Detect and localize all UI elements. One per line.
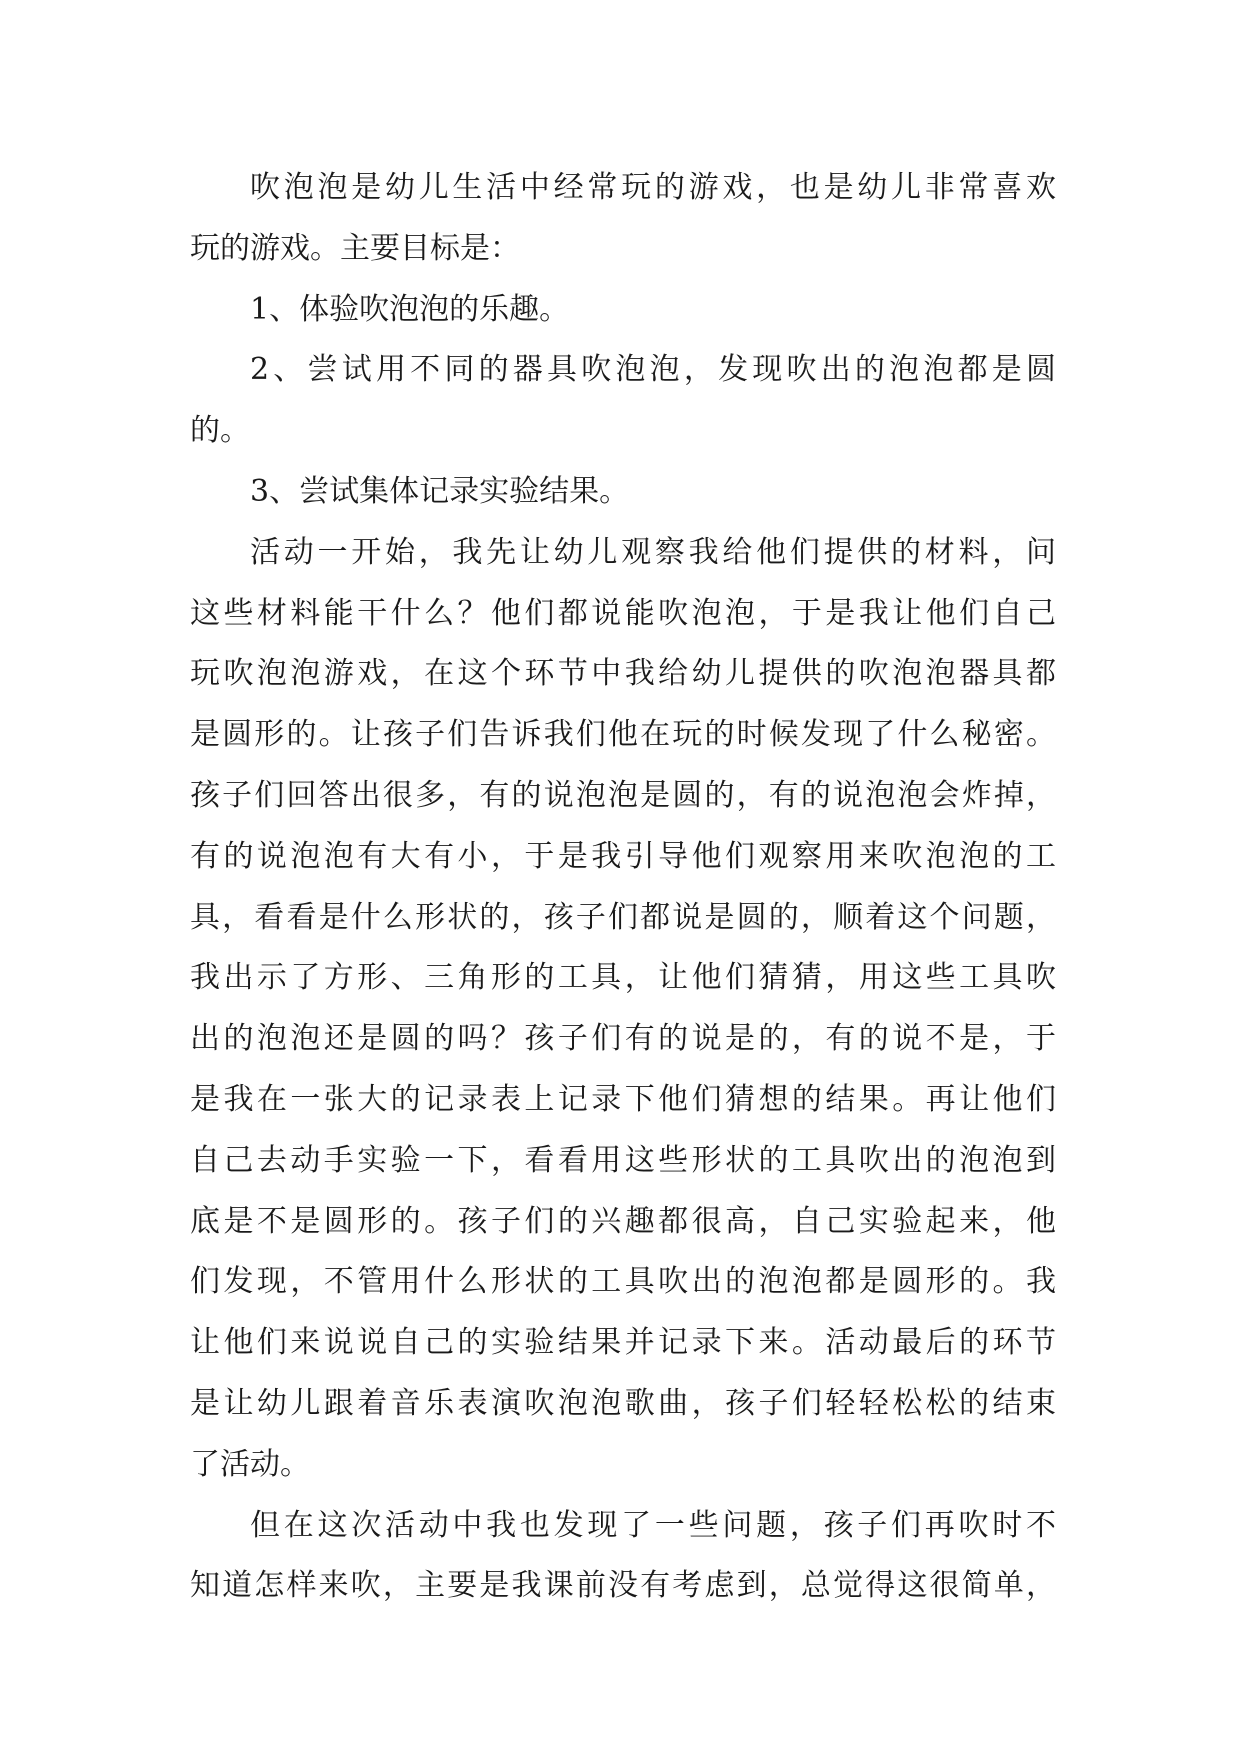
text-line: 活动一开始，我先让幼儿观察我给他们提供的材料，问 xyxy=(250,534,1056,570)
text-line: 2、尝试用不同的器具吹泡泡，发现吹出的泡泡都是圆 xyxy=(250,352,1056,388)
text-line: 这些材料能干什么？他们都说能吹泡泡，于是我让他们自己 xyxy=(190,595,1056,631)
text-line: 出的泡泡还是圆的吗？孩子们有的说是的，有的说不是，于 xyxy=(190,1021,1056,1057)
text-line: 具，看看是什么形状的，孩子们都说是圆的，顺着这个问题， xyxy=(190,899,1056,935)
text-line: 是让幼儿跟着音乐表演吹泡泡歌曲，孩子们轻轻松松的结束 xyxy=(190,1385,1056,1421)
text-line: 1、体验吹泡泡的乐趣。 xyxy=(250,291,570,327)
text-line: 3、尝试集体记录实验结果。 xyxy=(250,473,630,509)
text-line: 玩的游戏。主要目标是： xyxy=(190,230,520,266)
text-line: 我出示了方形、三角形的工具，让他们猜猜，用这些工具吹 xyxy=(190,960,1056,996)
text-line: 但在这次活动中我也发现了一些问题，孩子们再吹时不 xyxy=(250,1507,1056,1543)
paragraph xyxy=(190,340,1056,462)
text-line: 是我在一张大的记录表上记录下他们猜想的结果。再让他们 xyxy=(190,1081,1056,1117)
text-line: 知道怎样来吹，主要是我课前没有考虑到，总觉得这很简单， xyxy=(190,1568,1056,1604)
paragraph xyxy=(190,158,1056,280)
text-line: 玩吹泡泡游戏，在这个环节中我给幼儿提供的吹泡泡器具都 xyxy=(190,656,1056,692)
text-line: 孩子们回答出很多，有的说泡泡是圆的，有的说泡泡会炸掉， xyxy=(190,777,1056,813)
paragraph xyxy=(190,280,1056,341)
text-line: 是圆形的。让孩子们告诉我们他在玩的时候发现了什么秘密。 xyxy=(190,717,1056,753)
paragraph xyxy=(190,523,1056,1496)
text-line: 了活动。 xyxy=(190,1446,310,1482)
text-line: 有的说泡泡有大有小，于是我引导他们观察用来吹泡泡的工 xyxy=(190,838,1056,874)
paragraph xyxy=(190,1496,1056,1618)
paragraph xyxy=(190,462,1056,523)
text-line: 们发现，不管用什么形状的工具吹出的泡泡都是圆形的。我 xyxy=(190,1264,1056,1300)
text-line: 底是不是圆形的。孩子们的兴趣都很高，自己实验起来，他 xyxy=(190,1203,1056,1239)
document-body xyxy=(190,158,1056,1617)
text-line: 吹泡泡是幼儿生活中经常玩的游戏，也是幼儿非常喜欢 xyxy=(250,170,1056,205)
text-line: 让他们来说说自己的实验结果并记录下来。活动最后的环节 xyxy=(190,1325,1056,1361)
text-line: 的。 xyxy=(190,413,250,449)
text-line: 自己去动手实验一下，看看用这些形状的工具吹出的泡泡到 xyxy=(190,1142,1056,1178)
